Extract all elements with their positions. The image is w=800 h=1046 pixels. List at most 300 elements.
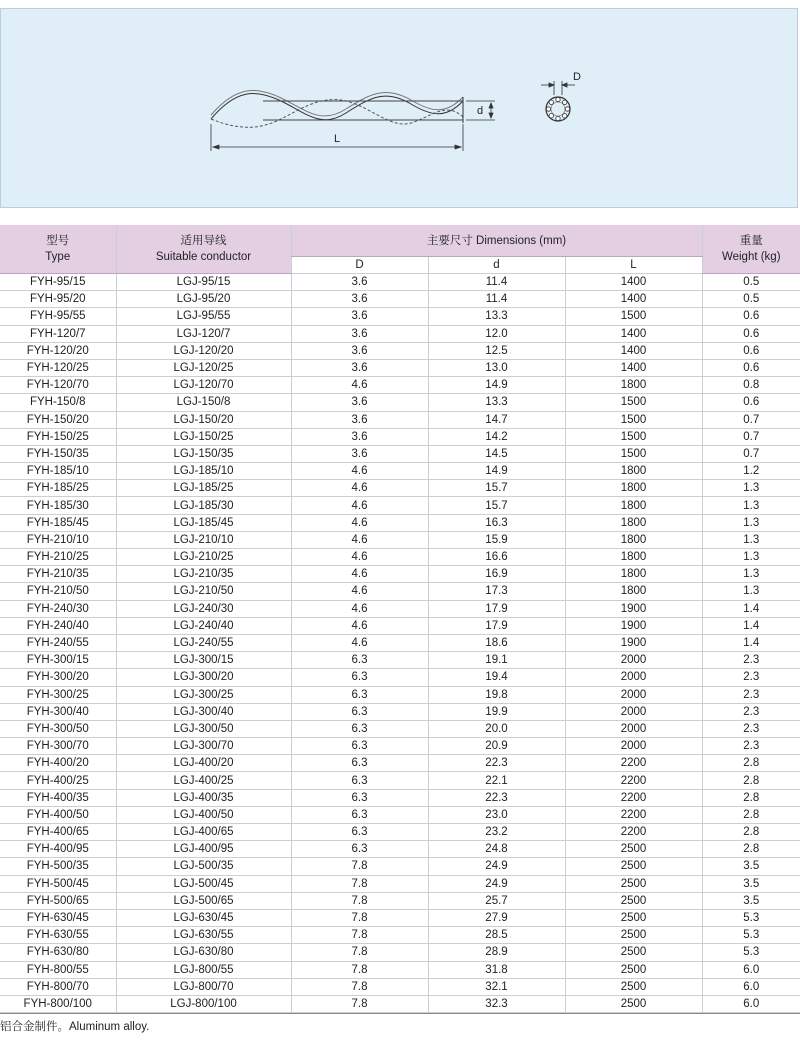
- cell-D: 3.6: [291, 325, 428, 342]
- cell-type: FYH-300/50: [0, 720, 116, 737]
- cell-D: 6.3: [291, 652, 428, 669]
- cell-D: 6.3: [291, 789, 428, 806]
- table-row: [0, 978, 800, 995]
- cell-D: 3.6: [291, 359, 428, 376]
- cell-L: 1800: [565, 463, 702, 480]
- label-d: d: [477, 105, 484, 117]
- cell-d: 22.3: [428, 755, 565, 772]
- table-row: [0, 342, 800, 359]
- cell-D: 3.6: [291, 342, 428, 359]
- cell-weight: 5.3: [702, 909, 800, 926]
- cell-conductor: LGJ-500/65: [116, 892, 291, 909]
- cell-conductor: LGJ-630/45: [116, 909, 291, 926]
- cell-D: 3.6: [291, 291, 428, 308]
- cell-D: 4.6: [291, 617, 428, 634]
- cell-d: 24.8: [428, 841, 565, 858]
- cell-weight: 0.6: [702, 308, 800, 325]
- cell-conductor: LGJ-300/20: [116, 669, 291, 686]
- cell-d: 27.9: [428, 909, 565, 926]
- cell-d: 16.9: [428, 566, 565, 583]
- cell-L: 2500: [565, 909, 702, 926]
- table-row: [0, 944, 800, 961]
- cell-type: FYH-120/7: [0, 325, 116, 342]
- cell-d: 14.5: [428, 445, 565, 462]
- cell-conductor: LGJ-120/25: [116, 359, 291, 376]
- cell-L: 1800: [565, 377, 702, 394]
- cell-D: 7.8: [291, 995, 428, 1012]
- cell-conductor: LGJ-210/35: [116, 566, 291, 583]
- table-row: [0, 909, 800, 926]
- cell-conductor: LGJ-400/20: [116, 755, 291, 772]
- header-type-cn: 型号: [46, 235, 70, 247]
- cell-d: 18.6: [428, 634, 565, 651]
- cell-weight: 2.3: [702, 686, 800, 703]
- cell-conductor: LGJ-95/20: [116, 291, 291, 308]
- cell-d: 11.4: [428, 274, 565, 291]
- cell-D: 4.6: [291, 531, 428, 548]
- cell-D: 7.8: [291, 944, 428, 961]
- cell-weight: 0.6: [702, 325, 800, 342]
- cell-d: 32.3: [428, 995, 565, 1012]
- cell-D: 7.8: [291, 875, 428, 892]
- header-D: D: [291, 257, 428, 274]
- table-row: [0, 686, 800, 703]
- cell-d: 11.4: [428, 291, 565, 308]
- cell-conductor: LGJ-150/8: [116, 394, 291, 411]
- cell-L: 2500: [565, 892, 702, 909]
- cell-type: FYH-800/100: [0, 995, 116, 1012]
- cell-d: 19.9: [428, 703, 565, 720]
- cell-L: 2200: [565, 789, 702, 806]
- cell-weight: 1.3: [702, 583, 800, 600]
- cell-L: 1400: [565, 359, 702, 376]
- cell-type: FYH-185/25: [0, 480, 116, 497]
- label-D: D: [573, 71, 581, 83]
- cell-type: FYH-240/30: [0, 600, 116, 617]
- cell-conductor: LGJ-800/55: [116, 961, 291, 978]
- cell-conductor: LGJ-400/65: [116, 824, 291, 841]
- cell-d: 28.5: [428, 927, 565, 944]
- cell-d: 14.9: [428, 377, 565, 394]
- cell-conductor: LGJ-400/35: [116, 789, 291, 806]
- cell-weight: 6.0: [702, 978, 800, 995]
- table-row: [0, 428, 800, 445]
- cell-L: 1800: [565, 549, 702, 566]
- cell-L: 2200: [565, 755, 702, 772]
- cell-conductor: LGJ-400/50: [116, 806, 291, 823]
- cell-weight: 6.0: [702, 961, 800, 978]
- cell-d: 15.9: [428, 531, 565, 548]
- table-row: [0, 961, 800, 978]
- cell-D: 6.3: [291, 720, 428, 737]
- cell-type: FYH-400/20: [0, 755, 116, 772]
- table-row: [0, 497, 800, 514]
- cell-D: 3.6: [291, 394, 428, 411]
- cell-conductor: LGJ-150/25: [116, 428, 291, 445]
- cell-D: 7.8: [291, 909, 428, 926]
- rod-side-view: [211, 90, 463, 127]
- table-row: [0, 841, 800, 858]
- cell-L: 1500: [565, 428, 702, 445]
- cell-L: 2500: [565, 858, 702, 875]
- cell-conductor: LGJ-630/80: [116, 944, 291, 961]
- cell-L: 2500: [565, 927, 702, 944]
- cell-conductor: LGJ-300/70: [116, 738, 291, 755]
- cell-D: 7.8: [291, 978, 428, 995]
- cell-weight: 1.3: [702, 480, 800, 497]
- cell-D: 6.3: [291, 686, 428, 703]
- cell-d: 17.9: [428, 600, 565, 617]
- table-row: [0, 394, 800, 411]
- cell-type: FYH-800/70: [0, 978, 116, 995]
- cell-weight: 2.3: [702, 652, 800, 669]
- cell-D: 7.8: [291, 858, 428, 875]
- material-footnote: 铝合金制件。Aluminum alloy.: [0, 1021, 150, 1033]
- cell-type: FYH-210/35: [0, 566, 116, 583]
- table-row: [0, 755, 800, 772]
- cell-conductor: LGJ-210/10: [116, 531, 291, 548]
- cell-conductor: LGJ-185/10: [116, 463, 291, 480]
- cell-conductor: LGJ-150/35: [116, 445, 291, 462]
- header-L: L: [565, 257, 702, 274]
- table-row: [0, 669, 800, 686]
- cell-D: 3.6: [291, 428, 428, 445]
- table-row: [0, 359, 800, 376]
- cell-type: FYH-400/65: [0, 824, 116, 841]
- cell-weight: 2.8: [702, 841, 800, 858]
- cell-L: 2500: [565, 995, 702, 1012]
- table-row: [0, 531, 800, 548]
- table-row: [0, 720, 800, 737]
- rod-cross-section: [546, 97, 570, 121]
- cell-type: FYH-240/55: [0, 634, 116, 651]
- cell-weight: 1.2: [702, 463, 800, 480]
- cell-L: 2500: [565, 961, 702, 978]
- table-row: [0, 995, 800, 1012]
- header-conductor: [116, 225, 291, 274]
- table-row: [0, 291, 800, 308]
- cell-type: FYH-500/35: [0, 858, 116, 875]
- product-diagram-panel: [0, 8, 798, 208]
- header-type: [0, 225, 116, 274]
- cell-weight: 2.3: [702, 703, 800, 720]
- cell-D: 6.3: [291, 703, 428, 720]
- cell-type: FYH-95/55: [0, 308, 116, 325]
- cell-D: 4.6: [291, 549, 428, 566]
- cell-L: 1400: [565, 342, 702, 359]
- cell-type: FYH-630/45: [0, 909, 116, 926]
- cell-conductor: LGJ-300/50: [116, 720, 291, 737]
- cell-L: 2200: [565, 824, 702, 841]
- cell-D: 3.6: [291, 411, 428, 428]
- cell-L: 2000: [565, 686, 702, 703]
- table-row: [0, 583, 800, 600]
- cell-L: 1800: [565, 480, 702, 497]
- cell-type: FYH-240/40: [0, 617, 116, 634]
- cell-conductor: LGJ-240/40: [116, 617, 291, 634]
- cell-d: 13.0: [428, 359, 565, 376]
- cell-D: 6.3: [291, 738, 428, 755]
- cell-D: 7.8: [291, 892, 428, 909]
- cell-weight: 2.8: [702, 772, 800, 789]
- cell-D: 4.6: [291, 566, 428, 583]
- cell-L: 1500: [565, 445, 702, 462]
- table-row: [0, 274, 800, 291]
- cell-L: 2000: [565, 738, 702, 755]
- cell-D: 7.8: [291, 927, 428, 944]
- table-row: [0, 377, 800, 394]
- cell-type: FYH-210/25: [0, 549, 116, 566]
- cell-weight: 1.3: [702, 497, 800, 514]
- cell-weight: 2.8: [702, 806, 800, 823]
- cell-L: 1800: [565, 514, 702, 531]
- cell-conductor: LGJ-210/25: [116, 549, 291, 566]
- table-row: [0, 514, 800, 531]
- header-dimensions: 主要尺寸 Dimensions (mm): [291, 225, 702, 257]
- cell-conductor: LGJ-240/55: [116, 634, 291, 651]
- cell-conductor: LGJ-630/55: [116, 927, 291, 944]
- cell-weight: 2.8: [702, 789, 800, 806]
- cell-weight: 0.6: [702, 394, 800, 411]
- table-row: [0, 600, 800, 617]
- cell-type: FYH-150/35: [0, 445, 116, 462]
- header-weight-en: Weight (kg): [721, 251, 781, 263]
- cell-D: 6.3: [291, 841, 428, 858]
- cell-type: FYH-630/80: [0, 944, 116, 961]
- label-L: L: [334, 133, 341, 145]
- cell-D: 6.3: [291, 755, 428, 772]
- cell-conductor: LGJ-120/20: [116, 342, 291, 359]
- cell-d: 32.1: [428, 978, 565, 995]
- cell-weight: 2.3: [702, 720, 800, 737]
- cell-conductor: LGJ-300/25: [116, 686, 291, 703]
- cell-weight: 0.6: [702, 342, 800, 359]
- cell-D: 7.8: [291, 961, 428, 978]
- cell-type: FYH-300/15: [0, 652, 116, 669]
- specification-table: [0, 225, 800, 1013]
- cell-conductor: LGJ-210/50: [116, 583, 291, 600]
- cell-conductor: LGJ-500/35: [116, 858, 291, 875]
- cell-d: 16.6: [428, 549, 565, 566]
- cell-type: FYH-300/20: [0, 669, 116, 686]
- cell-conductor: LGJ-500/45: [116, 875, 291, 892]
- cell-d: 19.4: [428, 669, 565, 686]
- cell-type: FYH-95/15: [0, 274, 116, 291]
- cell-conductor: LGJ-300/40: [116, 703, 291, 720]
- cell-weight: 2.8: [702, 755, 800, 772]
- cell-weight: 1.4: [702, 634, 800, 651]
- table-row: [0, 806, 800, 823]
- cell-conductor: LGJ-185/25: [116, 480, 291, 497]
- cell-d: 14.9: [428, 463, 565, 480]
- table-row: [0, 445, 800, 462]
- cell-L: 2500: [565, 978, 702, 995]
- table-row: [0, 652, 800, 669]
- cell-d: 15.7: [428, 497, 565, 514]
- cell-L: 1500: [565, 308, 702, 325]
- cell-type: FYH-500/65: [0, 892, 116, 909]
- cell-weight: 3.5: [702, 875, 800, 892]
- header-weight-cn: 重量: [739, 235, 763, 247]
- cell-L: 1800: [565, 566, 702, 583]
- cell-weight: 5.3: [702, 944, 800, 961]
- table-row: [0, 875, 800, 892]
- cell-D: 4.6: [291, 377, 428, 394]
- cell-d: 12.0: [428, 325, 565, 342]
- table-row: [0, 738, 800, 755]
- cell-L: 1500: [565, 394, 702, 411]
- table-row: [0, 463, 800, 480]
- cell-type: FYH-400/35: [0, 789, 116, 806]
- cell-d: 19.1: [428, 652, 565, 669]
- cell-L: 1400: [565, 291, 702, 308]
- cell-type: FYH-800/55: [0, 961, 116, 978]
- cell-d: 31.8: [428, 961, 565, 978]
- cell-type: FYH-210/10: [0, 531, 116, 548]
- cell-D: 4.6: [291, 497, 428, 514]
- cell-type: FYH-185/45: [0, 514, 116, 531]
- cell-type: FYH-120/70: [0, 377, 116, 394]
- cell-conductor: LGJ-150/20: [116, 411, 291, 428]
- cell-type: FYH-300/25: [0, 686, 116, 703]
- cell-type: FYH-150/25: [0, 428, 116, 445]
- cell-type: FYH-400/95: [0, 841, 116, 858]
- cell-weight: 2.3: [702, 738, 800, 755]
- cell-weight: 0.8: [702, 377, 800, 394]
- cell-d: 17.3: [428, 583, 565, 600]
- cell-conductor: LGJ-400/25: [116, 772, 291, 789]
- cell-D: 6.3: [291, 669, 428, 686]
- table-row: [0, 617, 800, 634]
- cell-weight: 1.3: [702, 566, 800, 583]
- table-row: [0, 549, 800, 566]
- cell-conductor: LGJ-95/55: [116, 308, 291, 325]
- cell-type: FYH-185/30: [0, 497, 116, 514]
- cell-L: 1800: [565, 531, 702, 548]
- cell-d: 12.5: [428, 342, 565, 359]
- table-row: [0, 566, 800, 583]
- cell-d: 19.8: [428, 686, 565, 703]
- cell-d: 20.9: [428, 738, 565, 755]
- cell-L: 1800: [565, 497, 702, 514]
- table-row: [0, 789, 800, 806]
- cell-weight: 0.7: [702, 411, 800, 428]
- cell-type: FYH-185/10: [0, 463, 116, 480]
- header-type-en: Type: [45, 251, 71, 263]
- cell-L: 2000: [565, 652, 702, 669]
- cell-type: FYH-300/70: [0, 738, 116, 755]
- cell-type: FYH-400/25: [0, 772, 116, 789]
- table-row: [0, 824, 800, 841]
- cell-d: 28.9: [428, 944, 565, 961]
- cell-conductor: LGJ-120/7: [116, 325, 291, 342]
- cell-d: 15.7: [428, 480, 565, 497]
- cell-weight: 1.3: [702, 531, 800, 548]
- cell-d: 22.3: [428, 789, 565, 806]
- cell-conductor: LGJ-800/70: [116, 978, 291, 995]
- cell-L: 1900: [565, 617, 702, 634]
- cell-L: 2500: [565, 841, 702, 858]
- cell-L: 2500: [565, 875, 702, 892]
- cell-weight: 0.7: [702, 445, 800, 462]
- cell-d: 14.7: [428, 411, 565, 428]
- table-row: [0, 772, 800, 789]
- cell-d: 24.9: [428, 858, 565, 875]
- cell-weight: 0.5: [702, 291, 800, 308]
- table-row: [0, 892, 800, 909]
- header-conductor-en: Suitable conductor: [155, 251, 252, 263]
- cell-type: FYH-120/20: [0, 342, 116, 359]
- cell-d: 17.9: [428, 617, 565, 634]
- table-row: [0, 411, 800, 428]
- cell-weight: 1.3: [702, 549, 800, 566]
- table-row: [0, 634, 800, 651]
- cell-type: FYH-500/45: [0, 875, 116, 892]
- cell-L: 1900: [565, 600, 702, 617]
- cell-L: 2200: [565, 806, 702, 823]
- cell-L: 1400: [565, 325, 702, 342]
- cell-L: 1800: [565, 583, 702, 600]
- table-row: [0, 480, 800, 497]
- cell-conductor: LGJ-800/100: [116, 995, 291, 1012]
- bottom-rule: [0, 1013, 800, 1014]
- cell-D: 4.6: [291, 514, 428, 531]
- cell-D: 6.3: [291, 772, 428, 789]
- header-d: d: [428, 257, 565, 274]
- cell-conductor: LGJ-185/45: [116, 514, 291, 531]
- table-row: [0, 308, 800, 325]
- cell-type: FYH-95/20: [0, 291, 116, 308]
- cell-D: 6.3: [291, 806, 428, 823]
- cell-weight: 2.3: [702, 669, 800, 686]
- cell-type: FYH-150/20: [0, 411, 116, 428]
- cell-conductor: LGJ-240/30: [116, 600, 291, 617]
- cell-d: 23.2: [428, 824, 565, 841]
- cell-weight: 2.8: [702, 824, 800, 841]
- cell-D: 3.6: [291, 274, 428, 291]
- preformed-armor-rod-drawing: [1, 9, 799, 209]
- cell-weight: 0.5: [702, 274, 800, 291]
- cell-D: 3.6: [291, 445, 428, 462]
- cell-L: 2000: [565, 703, 702, 720]
- cell-type: FYH-150/8: [0, 394, 116, 411]
- cell-weight: 3.5: [702, 892, 800, 909]
- cell-d: 13.3: [428, 308, 565, 325]
- cell-D: 4.6: [291, 463, 428, 480]
- cell-L: 2200: [565, 772, 702, 789]
- cell-type: FYH-630/55: [0, 927, 116, 944]
- table-row: [0, 858, 800, 875]
- cell-d: 24.9: [428, 875, 565, 892]
- cell-conductor: LGJ-300/15: [116, 652, 291, 669]
- cell-L: 1500: [565, 411, 702, 428]
- cell-L: 2000: [565, 669, 702, 686]
- cell-d: 14.2: [428, 428, 565, 445]
- cell-conductor: LGJ-400/95: [116, 841, 291, 858]
- cell-D: 4.6: [291, 600, 428, 617]
- cell-weight: 0.6: [702, 359, 800, 376]
- cell-weight: 5.3: [702, 927, 800, 944]
- cell-L: 2500: [565, 944, 702, 961]
- cell-D: 6.3: [291, 824, 428, 841]
- table-row: [0, 703, 800, 720]
- cell-D: 4.6: [291, 480, 428, 497]
- cell-L: 2000: [565, 720, 702, 737]
- cell-d: 25.7: [428, 892, 565, 909]
- cell-D: 4.6: [291, 634, 428, 651]
- cell-conductor: LGJ-120/70: [116, 377, 291, 394]
- cell-L: 1400: [565, 274, 702, 291]
